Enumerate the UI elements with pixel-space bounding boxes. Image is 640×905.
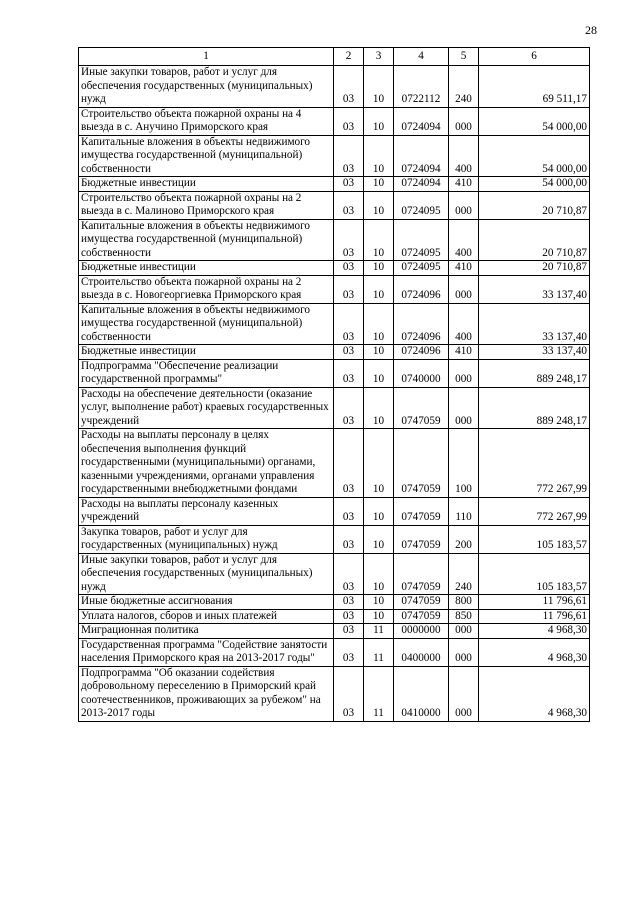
table-row xyxy=(79,191,590,219)
table-row xyxy=(79,345,590,360)
row-target: 0000000 xyxy=(394,624,449,639)
row-target: 0400000 xyxy=(394,638,449,666)
row-name: Бюджетные инвестиции xyxy=(79,261,334,276)
row-expense-type: 200 xyxy=(449,525,479,553)
row-amount: 54 000,00 xyxy=(479,107,590,135)
row-amount: 33 137,40 xyxy=(479,345,590,360)
row-name: Расходы на выплаты персоналу в целях обеспечения выполнения функций государственными (муниципальными) органами, казенными учреждениями, органами управления государственными внебюджетными фондами xyxy=(79,429,334,498)
row-amount: 33 137,40 xyxy=(479,303,590,345)
row-name: Строительство объекта пожарной охраны на 4 выезда в с. Анучино Приморского края xyxy=(79,107,334,135)
row-subsection: 10 xyxy=(364,107,394,135)
row-target: 0747059 xyxy=(394,609,449,624)
row-amount: 772 267,99 xyxy=(479,429,590,498)
table-row xyxy=(79,525,590,553)
table-row xyxy=(79,177,590,192)
row-target: 0724096 xyxy=(394,345,449,360)
row-name: Строительство объекта пожарной охраны на 2 выезда в с. Малиново Приморского края xyxy=(79,191,334,219)
table-row xyxy=(79,666,590,721)
row-subsection: 10 xyxy=(364,66,394,108)
row-section: 03 xyxy=(334,666,364,721)
row-amount: 105 183,57 xyxy=(479,553,590,595)
row-amount: 54 000,00 xyxy=(479,177,590,192)
table-row xyxy=(79,553,590,595)
row-name: Иные закупки товаров, работ и услуг для обеспечения государственных (муниципальных) нужд xyxy=(79,66,334,108)
row-target: 0740000 xyxy=(394,359,449,387)
row-target: 0747059 xyxy=(394,525,449,553)
row-section: 03 xyxy=(334,624,364,639)
row-subsection: 10 xyxy=(364,553,394,595)
row-expense-type: 000 xyxy=(449,624,479,639)
row-expense-type: 400 xyxy=(449,219,479,261)
row-section: 03 xyxy=(334,638,364,666)
row-amount: 4 968,30 xyxy=(479,666,590,721)
row-subsection: 10 xyxy=(364,261,394,276)
row-section: 03 xyxy=(334,66,364,108)
row-expense-type: 410 xyxy=(449,177,479,192)
row-amount: 4 968,30 xyxy=(479,624,590,639)
row-subsection: 10 xyxy=(364,387,394,429)
row-section: 03 xyxy=(334,135,364,177)
row-name: Бюджетные инвестиции xyxy=(79,345,334,360)
row-target: 0747059 xyxy=(394,387,449,429)
row-name: Государственная программа "Содействие занятости населения Приморского края на 2013-2017 годы" xyxy=(79,638,334,666)
header-row xyxy=(79,48,590,66)
table-row xyxy=(79,624,590,639)
row-amount: 105 183,57 xyxy=(479,525,590,553)
row-target: 0724095 xyxy=(394,219,449,261)
row-section: 03 xyxy=(334,303,364,345)
table-row xyxy=(79,275,590,303)
table-row xyxy=(79,387,590,429)
header-cell-4: 4 xyxy=(394,48,449,66)
table-row xyxy=(79,595,590,610)
table-row xyxy=(79,429,590,498)
row-section: 03 xyxy=(334,177,364,192)
row-expense-type: 410 xyxy=(449,345,479,360)
row-section: 03 xyxy=(334,359,364,387)
budget-table xyxy=(78,47,590,722)
header-cell-5: 5 xyxy=(449,48,479,66)
row-name: Капитальные вложения в объекты недвижимого имущества государственной (муниципальной) собственности xyxy=(79,219,334,261)
table-row xyxy=(79,261,590,276)
page-number: 28 xyxy=(585,23,597,37)
row-name: Бюджетные инвестиции xyxy=(79,177,334,192)
row-subsection: 10 xyxy=(364,219,394,261)
row-expense-type: 000 xyxy=(449,666,479,721)
row-name: Расходы на обеспечение деятельности (оказание услуг, выполнение работ) краевых государственных учреждений xyxy=(79,387,334,429)
row-subsection: 10 xyxy=(364,525,394,553)
table-row xyxy=(79,219,590,261)
row-name: Капитальные вложения в объекты недвижимого имущества государственной (муниципальной) собственности xyxy=(79,303,334,345)
row-subsection: 11 xyxy=(364,638,394,666)
table-row xyxy=(79,107,590,135)
table-row xyxy=(79,135,590,177)
row-section: 03 xyxy=(334,429,364,498)
table-row xyxy=(79,609,590,624)
row-subsection: 10 xyxy=(364,497,394,525)
row-expense-type: 110 xyxy=(449,497,479,525)
row-expense-type: 240 xyxy=(449,66,479,108)
header-cell-3: 3 xyxy=(364,48,394,66)
row-expense-type: 240 xyxy=(449,553,479,595)
row-section: 03 xyxy=(334,595,364,610)
row-target: 0724096 xyxy=(394,303,449,345)
row-expense-type: 400 xyxy=(449,135,479,177)
row-expense-type: 800 xyxy=(449,595,479,610)
row-expense-type: 100 xyxy=(449,429,479,498)
row-expense-type: 410 xyxy=(449,261,479,276)
row-target: 0724094 xyxy=(394,135,449,177)
row-section: 03 xyxy=(334,553,364,595)
row-expense-type: 000 xyxy=(449,275,479,303)
row-amount: 11 796,61 xyxy=(479,595,590,610)
table-row xyxy=(79,497,590,525)
row-name: Миграционная политика xyxy=(79,624,334,639)
row-expense-type: 000 xyxy=(449,638,479,666)
row-subsection: 11 xyxy=(364,666,394,721)
row-amount: 889 248,17 xyxy=(479,359,590,387)
row-section: 03 xyxy=(334,345,364,360)
row-amount: 20 710,87 xyxy=(479,219,590,261)
row-section: 03 xyxy=(334,497,364,525)
row-target: 0724095 xyxy=(394,261,449,276)
row-name: Расходы на выплаты персоналу казенных учреждений xyxy=(79,497,334,525)
row-section: 03 xyxy=(334,261,364,276)
row-target: 0747059 xyxy=(394,429,449,498)
row-expense-type: 000 xyxy=(449,387,479,429)
row-subsection: 10 xyxy=(364,275,394,303)
header-cell-2: 2 xyxy=(334,48,364,66)
row-section: 03 xyxy=(334,387,364,429)
table-row xyxy=(79,303,590,345)
row-amount: 54 000,00 xyxy=(479,135,590,177)
row-amount: 889 248,17 xyxy=(479,387,590,429)
row-target: 0747059 xyxy=(394,497,449,525)
row-subsection: 10 xyxy=(364,191,394,219)
row-expense-type: 000 xyxy=(449,107,479,135)
row-subsection: 10 xyxy=(364,345,394,360)
row-section: 03 xyxy=(334,107,364,135)
row-expense-type: 850 xyxy=(449,609,479,624)
row-amount: 33 137,40 xyxy=(479,275,590,303)
row-section: 03 xyxy=(334,191,364,219)
row-expense-type: 000 xyxy=(449,359,479,387)
row-amount: 772 267,99 xyxy=(479,497,590,525)
row-name: Закупка товаров, работ и услуг для государственных (муниципальных) нужд xyxy=(79,525,334,553)
row-name: Иные бюджетные ассигнования xyxy=(79,595,334,610)
row-amount: 69 511,17 xyxy=(479,66,590,108)
row-amount: 4 968,30 xyxy=(479,638,590,666)
row-target: 0724094 xyxy=(394,177,449,192)
header-cell-name: 1 xyxy=(79,48,334,66)
row-name: Строительство объекта пожарной охраны на 2 выезда в с. Новогеоргиевка Приморского края xyxy=(79,275,334,303)
row-target: 0747059 xyxy=(394,553,449,595)
row-section: 03 xyxy=(334,219,364,261)
row-subsection: 10 xyxy=(364,595,394,610)
row-amount: 11 796,61 xyxy=(479,609,590,624)
row-target: 0747059 xyxy=(394,595,449,610)
row-name: Подпрограмма "Об оказании содействия добровольному переселению в Приморский край соотечественников, проживающих за рубежом" на 2013-2017 годы xyxy=(79,666,334,721)
row-amount: 20 710,87 xyxy=(479,261,590,276)
table-row xyxy=(79,359,590,387)
row-subsection: 10 xyxy=(364,177,394,192)
row-target: 0724095 xyxy=(394,191,449,219)
row-name: Подпрограмма "Обеспечение реализации государственной программы" xyxy=(79,359,334,387)
row-name: Уплата налогов, сборов и иных платежей xyxy=(79,609,334,624)
row-amount: 20 710,87 xyxy=(479,191,590,219)
row-target: 0410000 xyxy=(394,666,449,721)
row-name: Иные закупки товаров, работ и услуг для обеспечения государственных (муниципальных) нужд xyxy=(79,553,334,595)
row-subsection: 10 xyxy=(364,359,394,387)
row-section: 03 xyxy=(334,275,364,303)
row-subsection: 11 xyxy=(364,624,394,639)
header-cell-amount: 6 xyxy=(479,48,590,66)
row-subsection: 10 xyxy=(364,303,394,345)
row-expense-type: 400 xyxy=(449,303,479,345)
table-row xyxy=(79,638,590,666)
row-section: 03 xyxy=(334,525,364,553)
row-subsection: 10 xyxy=(364,135,394,177)
row-subsection: 10 xyxy=(364,429,394,498)
row-target: 0722112 xyxy=(394,66,449,108)
row-target: 0724096 xyxy=(394,275,449,303)
row-name: Капитальные вложения в объекты недвижимого имущества государственной (муниципальной) собственности xyxy=(79,135,334,177)
row-expense-type: 000 xyxy=(449,191,479,219)
row-section: 03 xyxy=(334,609,364,624)
table-row xyxy=(79,66,590,108)
row-subsection: 10 xyxy=(364,609,394,624)
row-target: 0724094 xyxy=(394,107,449,135)
